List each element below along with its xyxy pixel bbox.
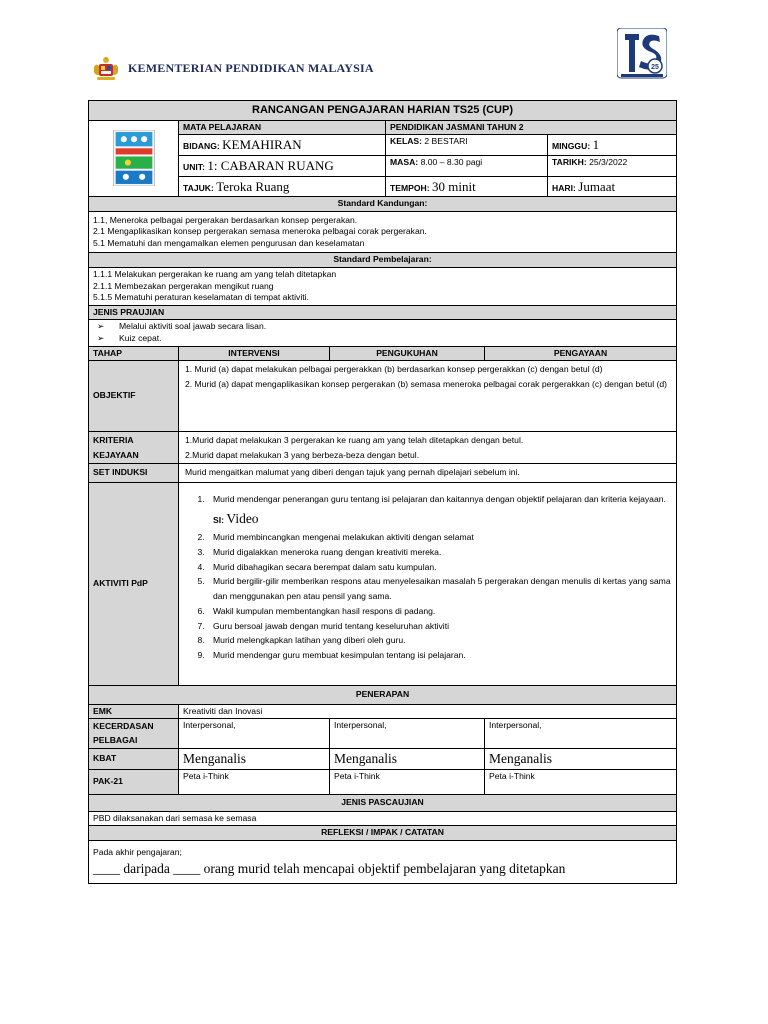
hari-value: Jumaat xyxy=(578,178,616,194)
kecerdasan-label xyxy=(89,719,179,749)
kriteria-label xyxy=(89,432,179,464)
textbook-cover-icon xyxy=(112,130,156,186)
refleksi-heading: REFLEKSI / IMPAK / CATATAN xyxy=(89,826,677,841)
sk-line: 5.1 Mematuhi dan mengamalkan elemen pengurusan dan keselamatan xyxy=(93,237,365,248)
tempoh-cell xyxy=(386,176,548,197)
kelas-label: KELAS: xyxy=(390,136,422,147)
set-induksi-label: SET INDUKSI xyxy=(89,464,179,483)
lesson-plan-table xyxy=(88,100,677,884)
plan-title: RANCANGAN PENGAJARAN HARIAN TS25 (CUP) xyxy=(89,101,677,121)
textbook-cover xyxy=(89,120,179,196)
minggu-value: 1 xyxy=(592,137,600,153)
objektif-line: 1. Murid (a) dapat melakukan pelbagai pergerakkan (b) berdasarkan konsep pergerakkan (c) dengan betul (d) xyxy=(185,364,603,375)
pak21-intervensi: Peta i-Think xyxy=(179,770,330,795)
sk-line: 1.1, Meneroka pelbagai pergerakan berdasarkan konsep pergerakan. xyxy=(93,214,358,225)
aktiviti-item: 2. Murid membincangkan mengenai melakukan aktiviti dengan selamat xyxy=(207,530,672,545)
tarikh-label: TARIKH: xyxy=(552,156,587,167)
tahap-label: TAHAP xyxy=(89,346,179,361)
kriteria-label-1: KRITERIA xyxy=(93,435,134,446)
tempoh-value: 30 minit xyxy=(432,178,476,194)
aktiviti-item: 5. Murid bergilir-gilir memberikan respons atau menyelesaikan masalah 5 pergerakan dengan menulis di kertas yang sama dan menggunakan pen atau pensil yang sama. xyxy=(207,574,672,604)
pengayaan-header: PENGAYAAN xyxy=(485,346,677,361)
set-induksi-text: Murid mengaitkan malumat yang diberi dengan tajuk yang pernah dipelajari sebelum ini. xyxy=(179,464,677,483)
emk-value: Kreativiti dan Inovasi xyxy=(179,704,677,719)
aktiviti-label: AKTIVITI PdP xyxy=(89,483,179,686)
kelas-value: 2 BESTARI xyxy=(424,136,468,147)
kbat-pengayaan: Menganalis xyxy=(485,748,677,769)
aktiviti-item-text: Murid mendengar penerangan guru tentang isi pelajaran dan kaitannya dengan objektif pelajaran dan kriteria kejayaan. xyxy=(213,494,666,505)
ministry-name: KEMENTERIAN PENDIDIKAN MALAYSIA xyxy=(128,61,374,75)
emk-label: EMK xyxy=(89,704,179,719)
mata-pelajaran-value: PENDIDIKAN JASMANI TAHUN 2 xyxy=(386,120,677,135)
pak21-pengukuhan: Peta i-Think xyxy=(330,770,485,795)
hari-label: HARI: xyxy=(552,182,576,193)
unit-value: 1: CABARAN RUANG xyxy=(207,157,334,173)
kriteria-label-2: KEJAYAAN xyxy=(93,449,139,460)
tempoh-label: TEMPOH: xyxy=(390,182,430,193)
si-value: Video xyxy=(226,510,259,526)
mata-pelajaran-label: MATA PELAJARAN xyxy=(179,120,386,135)
masa-label: MASA: xyxy=(390,156,419,167)
kecerdasan-intervensi: Interpersonal, xyxy=(179,719,330,749)
jenis-praujian-body xyxy=(89,320,677,346)
unit-cell xyxy=(179,155,386,176)
si-label: SI: xyxy=(213,514,224,525)
aktiviti-item: 7. Guru bersoal jawab dengan murid tentang keseluruhan aktiviti xyxy=(207,619,672,634)
sp-line: 5.1.5 Mematuhi peraturan keselamatan di tempat aktiviti. xyxy=(93,292,309,303)
crest-logo-icon xyxy=(92,55,120,83)
kriteria-body xyxy=(179,432,677,464)
intervensi-header: INTERVENSI xyxy=(179,346,330,361)
sp-line: 1.1.1 Melakukan pergerakan ke ruang am yang telah ditetapkan xyxy=(93,269,337,280)
objektif-line: 2. Murid (a) dapat mengaplikasikan konsep pergerakan (b) semasa meneroka pelbagai corak pergerakkan (c) dengan betul (d) xyxy=(185,378,667,389)
kecerdasan-pengayaan: Interpersonal, xyxy=(485,719,677,749)
tajuk-label: TAJUK: xyxy=(183,182,214,193)
tajuk-cell xyxy=(179,176,386,197)
standard-pembelajaran-body xyxy=(89,268,677,306)
masa-value: 8.00 – 8.30 pagi xyxy=(420,156,483,167)
standard-kandungan-heading: Standard Kandungan: xyxy=(89,197,677,212)
pak21-label: PAK-21 xyxy=(89,770,179,795)
penerapan-heading: PENERAPAN xyxy=(89,686,677,705)
kecerdasan-label-2: PELBAGAI xyxy=(93,734,138,745)
kriteria-line: 1.Murid dapat melakukan 3 pergerakan ke ruang am yang telah ditetapkan dengan betul. xyxy=(185,435,524,446)
aktiviti-list xyxy=(183,492,672,663)
aktiviti-body xyxy=(179,483,677,686)
bidang-cell xyxy=(179,135,386,156)
aktiviti-item: 8. Murid melengkapkan latihan yang diberi oleh guru. xyxy=(207,633,672,648)
minggu-label: MINGGU: xyxy=(552,141,591,152)
minggu-cell xyxy=(548,135,677,156)
aktiviti-item: 9. Murid mendengar guru membuat kesimpulan tentang isi pelajaran. xyxy=(207,648,672,663)
pengukuhan-header: PENGUKUHAN xyxy=(330,346,485,361)
praujian-item: ➢ Kuiz cepat. xyxy=(119,333,672,345)
ts25-logo-icon xyxy=(617,28,667,82)
standard-pembelajaran-heading: Standard Pembelajaran: xyxy=(89,253,677,268)
masa-cell xyxy=(386,155,548,176)
refleksi-body xyxy=(89,840,677,883)
kbat-label: KBAT xyxy=(89,748,179,769)
refleksi-line-2: ____ daripada ____ orang murid telah mencapai objektif pembelajaran yang ditetapkan xyxy=(93,861,566,877)
objektif-label: OBJEKTIF xyxy=(89,361,179,432)
sp-line: 2.1.1 Membezakan pergerakan mengikut ruang xyxy=(93,280,274,291)
jenis-praujian-heading: JENIS PRAUJIAN xyxy=(89,305,677,320)
bidang-value: KEMAHIRAN xyxy=(222,137,302,153)
refleksi-line-1: Pada akhir pengajaran; xyxy=(93,846,182,857)
svg-text:25: 25 xyxy=(651,64,659,71)
tajuk-value: Teroka Ruang xyxy=(216,178,290,194)
kecerdasan-label-1: KECERDASAN xyxy=(93,721,154,732)
unit-label: UNIT: xyxy=(183,161,205,172)
objektif-body xyxy=(179,361,677,432)
aktiviti-item: 6. Wakil kumpulan membentangkan hasil respons di padang. xyxy=(207,604,672,619)
kelas-cell xyxy=(386,135,548,156)
aktiviti-item xyxy=(207,492,672,530)
pascaujian-heading: JENIS PASCAUJIAN xyxy=(89,795,677,812)
pascaujian-text: PBD dilaksanakan dari semasa ke semasa xyxy=(89,811,677,826)
hari-cell xyxy=(548,176,677,197)
bidang-label: BIDANG: xyxy=(183,141,220,152)
aktiviti-item: 3. Murid digalakkan meneroka ruang dengan kreativiti mereka. xyxy=(207,545,672,560)
tarikh-cell xyxy=(548,155,677,176)
kbat-intervensi: Menganalis xyxy=(179,748,330,769)
sk-line: 2.1 Mengaplikasikan konsep pergerakan semasa meneroka pelbagai corak pergerakan. xyxy=(93,226,427,237)
pak21-pengayaan: Peta i-Think xyxy=(485,770,677,795)
kecerdasan-pengukuhan: Interpersonal, xyxy=(330,719,485,749)
kbat-pengukuhan: Menganalis xyxy=(330,748,485,769)
praujian-item: ➢ Melalui aktiviti soal jawab secara lisan. xyxy=(119,321,672,333)
tarikh-value: 25/3/2022 xyxy=(589,156,628,167)
aktiviti-item: 4. Murid dibahagikan secara berempat dalam satu kumpulan. xyxy=(207,560,672,575)
kriteria-line: 2.Murid dapat melakukan 3 yang berbeza-beza dengan betul. xyxy=(185,449,420,460)
standard-kandungan-body xyxy=(89,211,677,253)
